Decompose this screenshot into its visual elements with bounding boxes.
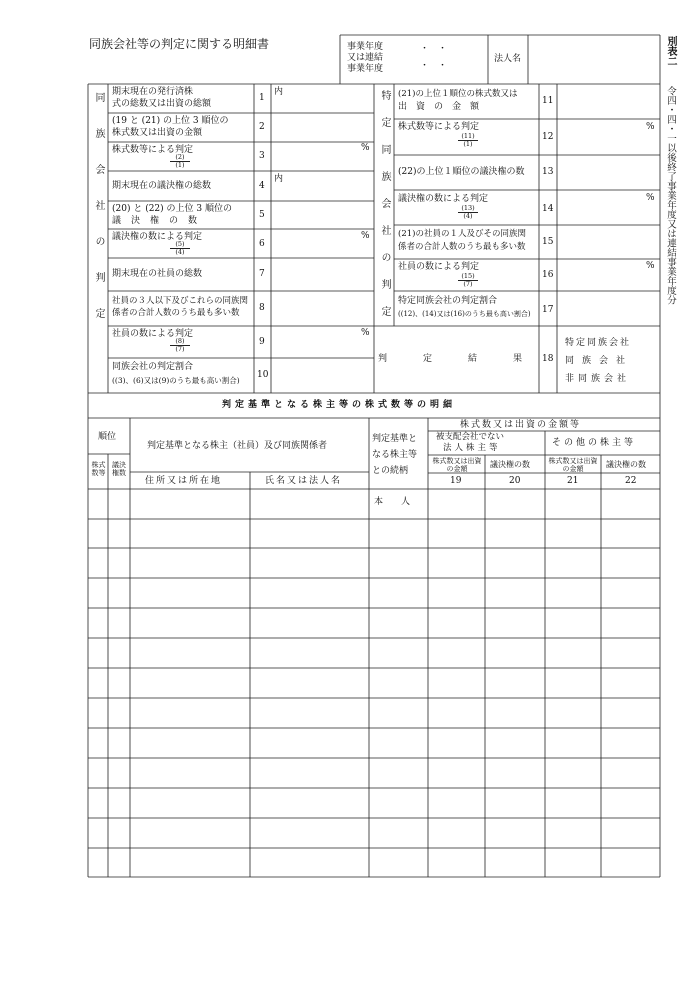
row11-label-b: 出資の金額 — [398, 102, 489, 112]
relation-label-line1: 判定基準と — [372, 434, 418, 444]
applicability-note: 令四・四・一以後終了事業年度又は連結事業年度分 — [665, 86, 676, 305]
row16-number: 16 — [542, 270, 554, 280]
row4-value-prefix: 内 — [274, 174, 284, 184]
relation-label-line2: なる株主等 — [372, 450, 418, 460]
row1-number: 1 — [259, 93, 265, 103]
row15-number: 15 — [542, 237, 554, 247]
row10-label-a: 同族会社の判定割合 — [112, 362, 194, 372]
row8-label-a: 社員の３人以下及びこれらの同族関 — [112, 296, 249, 306]
detail-title: 判定基準となる株主等の株式数等の明細 — [222, 400, 457, 410]
holder-label: 判定基準となる株主（社員）及び同族関係者 — [147, 441, 328, 451]
col21-number: 21 — [567, 476, 579, 486]
row3-number: 3 — [259, 151, 265, 161]
form-number: 別表二 — [665, 36, 676, 66]
row5-number: 5 — [259, 210, 265, 220]
non-controlled-label-line2: 法人株主等 — [443, 443, 501, 453]
col20-number: 20 — [509, 476, 521, 486]
row7-number: 7 — [259, 269, 265, 279]
other-holders-label: その他の株主等 — [552, 438, 637, 448]
col21-label: 株式数又は出資の金額 — [548, 457, 598, 473]
row2-label-a: (19 と (21) の上位 3 順位の — [112, 116, 229, 126]
name-column-input-area[interactable] — [251, 490, 368, 876]
rank-label: 順位 — [98, 432, 117, 442]
row17-label-b: ((12)、(14)又は(16)のうち最も高い割合) — [398, 310, 531, 318]
row3-label: 株式数等による判定 — [112, 145, 194, 155]
shares-header: 株式数又は出資の金額等 — [460, 420, 582, 430]
row12-fraction: $\frac{(11)}{(1)}$ — [458, 133, 478, 148]
row14-label: 議決権の数による判定 — [398, 194, 489, 204]
row7-label: 期末現在の社員の総数 — [112, 269, 203, 279]
col19-number: 19 — [450, 476, 462, 486]
result-option-family[interactable]: 同族会社 — [565, 356, 634, 366]
row2-label-b: 株式数又は出資の金額 — [112, 128, 203, 138]
row10-label-b: ((3)、(6)又は(9)のうち最も高い割合) — [112, 376, 240, 385]
row8-label-b: 係者の合計人数のうち最も多い数 — [112, 308, 240, 318]
row17-number: 17 — [542, 305, 554, 315]
name-label: 氏名又は法人名 — [265, 476, 343, 486]
row15-label-a: (21)の社員の１人及びその同族関 — [398, 229, 526, 239]
row12-label: 株式数等による判定 — [398, 122, 480, 132]
col19-label: 株式数又は出資の金額 — [432, 457, 482, 473]
row2-number: 2 — [259, 122, 265, 132]
row1-label-a: 期末現在の発行済株 — [112, 87, 194, 97]
relation-label-line3: との続柄 — [372, 466, 409, 476]
row5-label-a: (20) と (22) の上位 3 順位の — [112, 204, 232, 214]
rank-by-votes-label: 議決権数 — [112, 461, 126, 477]
col22-number: 22 — [625, 476, 637, 486]
row12-unit: % — [646, 122, 655, 132]
row14-fraction: $\frac{(13)}{(4)}$ — [458, 205, 478, 220]
family-company-section-label: 同族会社の判定 — [93, 92, 104, 344]
row16-fraction: $\frac{(15)}{(7)}$ — [458, 273, 478, 288]
address-column-input-area[interactable] — [131, 490, 249, 876]
row10-number: 10 — [257, 370, 269, 380]
row3-fraction: $\frac{(2)}{(1)}$ — [170, 154, 190, 169]
row17-label-a: 特定同族会社の判定割合 — [398, 296, 498, 306]
specified-family-company-section-label: 特定同族会社の判定 — [379, 90, 390, 333]
row5-label-b: 議決権の数 — [112, 216, 208, 226]
row11-label-a: (21)の上位１順位の株式数又は — [398, 89, 518, 99]
row4-label: 期末現在の議決権の総数 — [112, 181, 212, 191]
row11-number: 11 — [542, 96, 554, 106]
row6-label: 議決権の数による判定 — [112, 232, 203, 242]
row14-unit: % — [646, 193, 655, 203]
row9-unit: % — [361, 328, 370, 338]
corp-name-field[interactable] — [530, 37, 656, 81]
result-label: 判 定 結 果 — [378, 354, 529, 364]
row8-number: 8 — [259, 303, 265, 313]
row4-number: 4 — [259, 181, 265, 191]
row6-fraction: $\frac{(5)}{(4)}$ — [170, 241, 190, 256]
page-title: 同族会社等の判定に関する明細書 — [89, 37, 270, 51]
first-row-relation: 本 人 — [374, 497, 411, 507]
period-label-2: 又は連結 — [347, 53, 384, 63]
period-label-1: 事業年度 — [347, 42, 384, 52]
non-controlled-label-line1: 被支配会社でない — [436, 432, 505, 442]
row13-label: (22)の上位１順位の議決権の数 — [398, 167, 525, 177]
row13-number: 13 — [542, 167, 554, 177]
period-label-3: 事業年度 — [347, 64, 384, 74]
col22-label: 議決権の数 — [606, 460, 646, 469]
row15-label-b: 係者の合計人数のうち最も多い数 — [398, 242, 526, 252]
result-option-non-family[interactable]: 非同族会社 — [565, 374, 631, 384]
row9-fraction: $\frac{(8)}{(7)}$ — [170, 338, 190, 353]
result-option-specified[interactable]: 特定同族会社 — [565, 338, 632, 348]
row1-value-prefix: 内 — [274, 87, 284, 97]
row9-number: 9 — [259, 337, 265, 347]
row3-unit: % — [361, 143, 370, 153]
address-label: 住所又は所在地 — [145, 476, 223, 486]
shares-columns-input-area[interactable] — [429, 490, 659, 876]
col20-label: 議決権の数 — [490, 460, 530, 469]
row6-number: 6 — [259, 239, 265, 249]
row18-number: 18 — [542, 354, 554, 364]
row14-number: 14 — [542, 204, 554, 214]
period-end-date[interactable]: ・ ・ — [420, 61, 448, 71]
row12-number: 12 — [542, 132, 554, 142]
row9-label: 社員の数による判定 — [112, 329, 194, 339]
row1-label-b: 式の総数又は出資の総額 — [112, 99, 212, 109]
rank-by-shares-label: 株式数等 — [91, 461, 106, 477]
row16-label: 社員の数による判定 — [398, 262, 480, 272]
period-start-date[interactable]: ・ ・ — [420, 44, 448, 54]
row16-unit: % — [646, 261, 655, 271]
row6-unit: % — [361, 231, 370, 241]
corp-name-label: 法人名 — [494, 54, 522, 64]
